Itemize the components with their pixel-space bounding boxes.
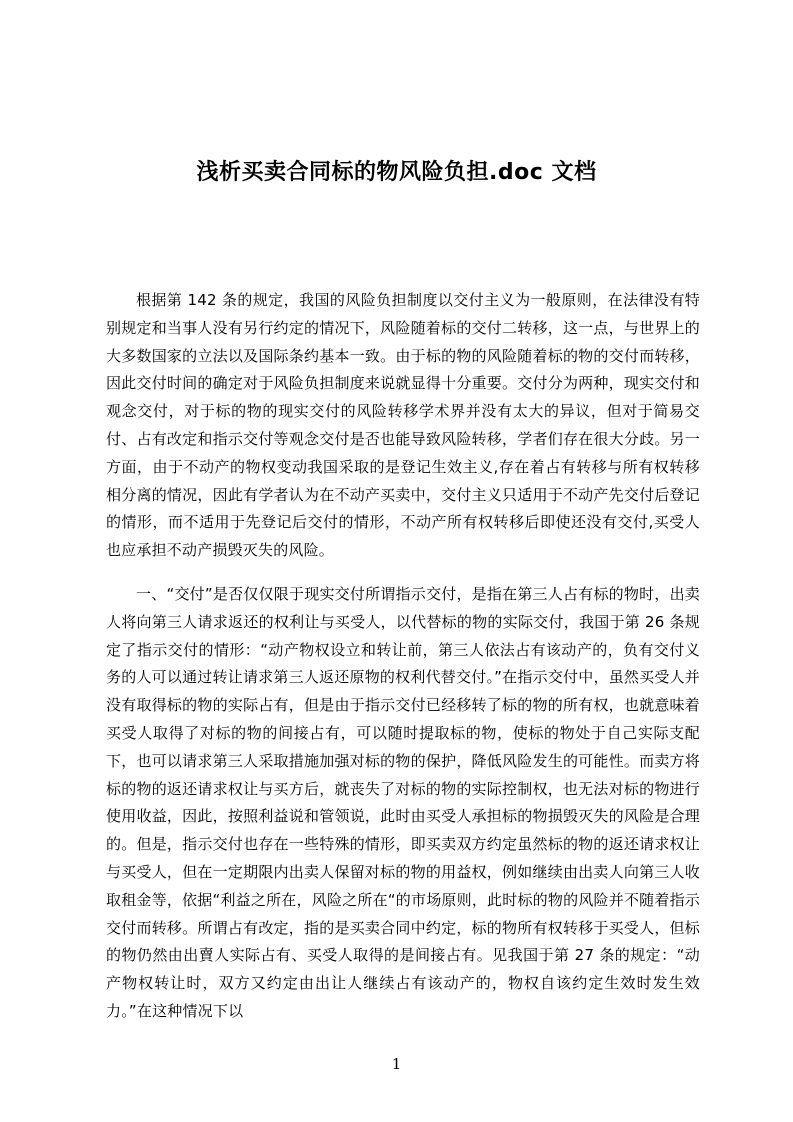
page-number: 1 (391, 1055, 402, 1073)
body-paragraph: 一、“交付”是否仅仅限于现实交付所谓指示交付，是指在第三人占有标的物时，出卖人将向第三人请求返还的权利让与买受人，以代替标的物的实际交付，我国于第 26 条规定了指示交付的情形：“动产物权设立和转让前，第三人依法占有该动产的，负有交付义务的人可以通过转让请求第三人返还原物的权利代替交付。”在指示交付中，虽然买受人并没有取得标的物的实际占有，但是由于指示交付已经移转了标的物的所有权，也就意味着买受人取得了对标的物的间接占有，可以随时提取标的物，使标的物处于自己实际支配下，也可以请求第三人采取措施加强对标的物的保护，降低风险发生的可能性。而卖方将标的物的返还请求权让与买方后，就丧失了对标的物的实际控制权，也无法对标的物进行使用收益，因此，按照利益说和管领说，此时由买受人承担标的物损毁灭失的风险是合理的。但是，指示交付也存在一些特殊的情形，即买卖双方约定虽然标的物的返还请求权让与买受人，但在一定期限内出卖人保留对标的物的用益权，例如继续由出卖人向第三人收取租金等，依据“利益之所在，风险之所在“的市场原则，此时标的物的风险并不随着指示交付而转移。所谓占有改定，指的是买卖合同中约定，标的物所有权转移于买受人，但标的物仍然由出賣人实际占有、买受人取得的是间接占有。见我国于第 27 条的规定：“动产物权转让时，双方又约定由出让人继续占有该动产的，物权自该约定生效时发生效力。”在这种情况下以 (106, 585, 700, 1020)
document-title: 浅析买卖合同标的物风险负担.doc 文档 (196, 159, 597, 185)
body-paragraph: 根据第 142 条的规定，我国的风险负担制度以交付主义为一般原则，在法律没有特别规定和当事人没有另行约定的情况下，风险随着标的交付二转移，这一点，与世界上的大多数国家的立法以及国际条约基本一致。由于标的物的风险随着标的物的交付而转移，因此交付时间的确定对于风险负担制度来说就显得十分重要。交付分为两种，现实交付和观念交付，对于标的物的现实交付的风险转移学术界并没有太大的异议，但对于简易交付、占有改定和指示交付等观念交付是否也能导致风险转移，学者们存在很大分歧。另一方面，由于不动产的物权变动我国采取的是登记生效主义,存在着占有转移与所有权转移相分离的情况，因此有学者认为在不动产买卖中，交付主义只适用于不动产先交付后登记的情形，而不适用于先登记后交付的情形，不动产所有权转移后即使还没有交付,买受人也应承担不动产损毁灭失的风险。 (106, 291, 700, 560)
